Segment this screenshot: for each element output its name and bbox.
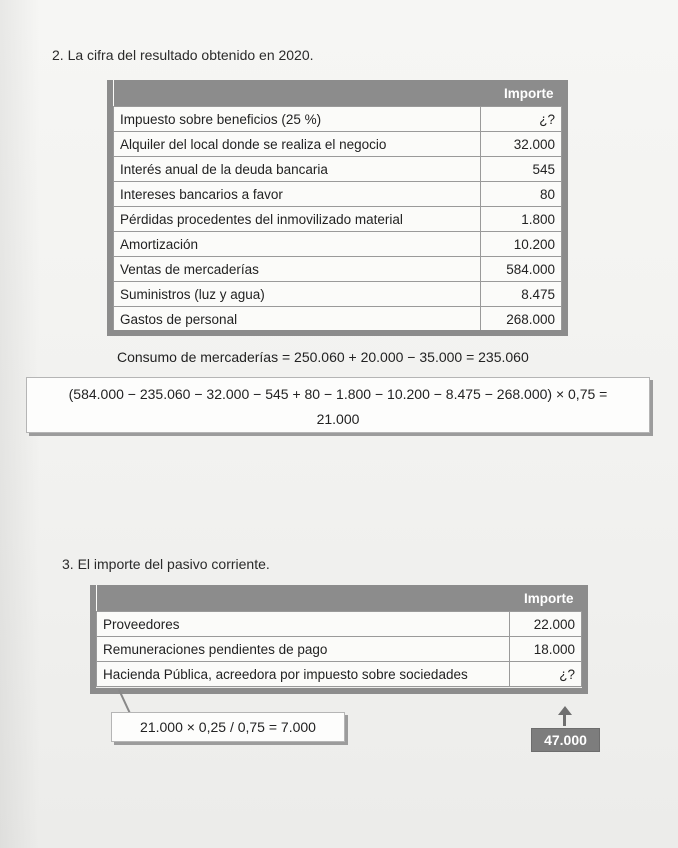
row-value: 8.475 <box>480 282 561 307</box>
arrow-stem <box>563 714 566 726</box>
section2-table-frame <box>107 80 568 336</box>
row-value: 80 <box>480 182 561 207</box>
row-label: Interés anual de la deuda bancaria <box>114 157 481 182</box>
row-label: Proveedores <box>97 612 510 637</box>
section3-table-frame <box>90 585 588 694</box>
row-label: Hacienda Pública, acreedora por impuesto sobre sociedades <box>97 662 510 687</box>
table-header-importe: Importe <box>510 585 582 612</box>
row-value: ¿? <box>510 662 582 687</box>
result-formula-box <box>26 377 650 433</box>
row-label: Impuesto sobre beneficios (25 %) <box>114 107 481 132</box>
row-value: 10.200 <box>480 232 561 257</box>
row-value: ¿? <box>480 107 561 132</box>
result-formula-line2: 21.000 <box>316 411 360 427</box>
section2-heading: 2. La cifra del resultado obtenido en 2020. <box>52 47 314 63</box>
row-value: 22.000 <box>510 612 582 637</box>
row-label: Intereses bancarios a favor <box>114 182 481 207</box>
row-label: Alquiler del local donde se realiza el negocio <box>114 132 481 157</box>
total-badge: 47.000 <box>531 728 600 752</box>
row-label: Remuneraciones pendientes de pago <box>97 637 510 662</box>
row-label: Suministros (luz y agua) <box>114 282 481 307</box>
row-label: Amortización <box>114 232 481 257</box>
result-formula-line1: (584.000 − 235.060 − 32.000 − 545 + 80 − 1.800 − 10.200 − 8.475 − 268.000) × 0,75 = <box>68 386 608 402</box>
row-label: Ventas de mercaderías <box>114 257 481 282</box>
section3-heading: 3. El importe del pasivo corriente. <box>62 556 270 572</box>
row-value: 18.000 <box>510 637 582 662</box>
row-value: 1.800 <box>480 207 561 232</box>
row-value: 584.000 <box>480 257 561 282</box>
tax-formula: 21.000 × 0,25 / 0,75 = 7.000 <box>140 719 316 735</box>
tax-formula-box <box>111 712 345 742</box>
consumo-formula: Consumo de mercaderías = 250.060 + 20.000 − 35.000 = 235.060 <box>117 349 529 365</box>
row-value: 268.000 <box>480 307 561 332</box>
row-label: Pérdidas procedentes del inmovilizado material <box>114 207 481 232</box>
row-value: 545 <box>480 157 561 182</box>
row-label: Gastos de personal <box>114 307 481 332</box>
table-header-importe: Importe <box>480 80 561 107</box>
row-value: 32.000 <box>480 132 561 157</box>
